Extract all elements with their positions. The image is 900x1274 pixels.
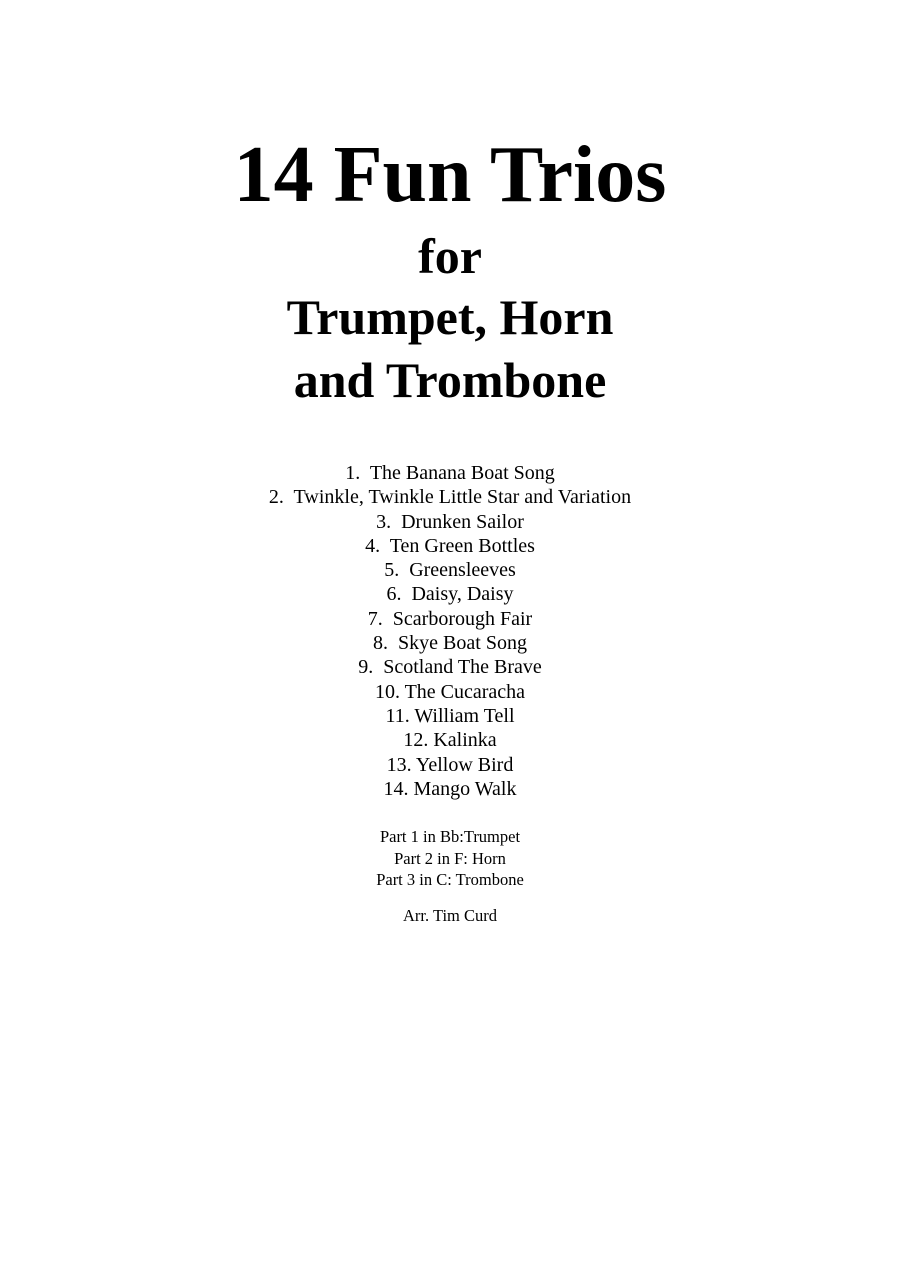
contents-item: 6. Daisy, Daisy xyxy=(386,583,514,606)
contents-item: 3. Drunken Sailor xyxy=(376,510,524,533)
instrumentation-line-2: and Trombone xyxy=(293,352,607,408)
part-line: Part 1 in Bb:Trumpet xyxy=(379,827,521,846)
contents-item: 14. Mango Walk xyxy=(383,777,517,800)
contents-item: 10. The Cucaracha xyxy=(374,680,526,703)
parts-list xyxy=(0,826,900,891)
contents-list xyxy=(0,461,900,801)
contents-item: 2. Twinkle, Twinkle Little Star and Variation xyxy=(268,486,632,509)
contents-item: 9. Scotland The Brave xyxy=(358,656,542,679)
main-title: 14 Fun Trios xyxy=(233,131,667,219)
instrumentation-line-1: Trumpet, Horn xyxy=(286,289,614,345)
contents-item: 7. Scarborough Fair xyxy=(367,607,533,630)
contents-item: 13. Yellow Bird xyxy=(386,753,514,776)
contents-item: 4. Ten Green Bottles xyxy=(365,534,535,557)
title-for: for xyxy=(418,228,482,284)
contents-item: 11. William Tell xyxy=(385,704,515,727)
contents-item: 1. The Banana Boat Song xyxy=(345,462,555,484)
contents-item: 8. Skye Boat Song xyxy=(373,632,527,655)
arranger-credit: Arr. Tim Curd xyxy=(403,906,497,925)
part-line: Part 3 in C: Trombone xyxy=(376,870,524,889)
contents-item: 12. Kalinka xyxy=(403,729,497,752)
part-line: Part 2 in F: Horn xyxy=(394,848,506,868)
contents-item: 5. Greensleeves xyxy=(384,559,516,582)
